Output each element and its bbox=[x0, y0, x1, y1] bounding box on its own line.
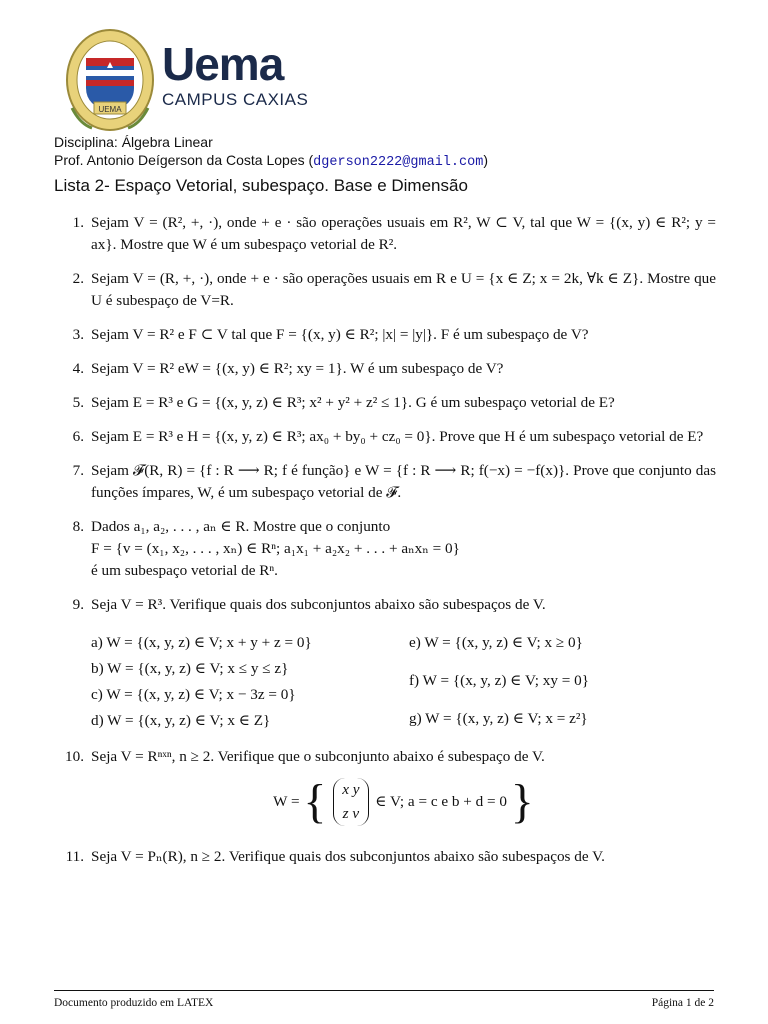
professor-suffix: ) bbox=[483, 152, 488, 168]
exercise-text: Sejam 𝓕(R, R) = {f : R ⟶ R; f é função} e W = {f : R ⟶ R; f(−x) = −f(x)}. Prove que conjunto das funções ímpares, W, é um subespaço vetorial de 𝓕. bbox=[91, 462, 716, 501]
subitem: e) W = {(x, y, z) ∈ V; x ≥ 0} bbox=[409, 634, 583, 651]
exercise-item bbox=[54, 516, 716, 582]
right-brace-icon: } bbox=[510, 775, 534, 828]
exercise-list bbox=[54, 212, 716, 880]
exercise-number: 7. bbox=[72, 462, 84, 479]
header bbox=[64, 28, 364, 140]
exercise-item bbox=[54, 594, 716, 734]
page-title: Lista 2- Espaço Vetorial, subespaço. Base e Dimensão bbox=[54, 176, 468, 195]
university-seal-icon bbox=[64, 28, 156, 136]
footer-divider bbox=[54, 990, 714, 991]
exercise-text: Seja V = Rⁿˣⁿ, n ≥ 2. Verifique que o subconjunto abaixo é subespaço de V. bbox=[91, 748, 545, 765]
exercise-text: Sejam E = R³ e G = {(x, y, z) ∈ R³; x² + y² + z² ≤ 1}. G é um subespaço vetorial de E? bbox=[91, 394, 615, 411]
exercise-item bbox=[54, 746, 716, 834]
exercise-item bbox=[54, 268, 716, 312]
exercise-number: 10. bbox=[65, 748, 84, 765]
exercise-number: 6. bbox=[72, 428, 84, 445]
exercise-text: Sejam V = R² e F ⊂ V tal que F = {(x, y) ∈ R²; |x| = |y|}. F é um subespaço de V? bbox=[91, 326, 589, 343]
matrix-equation bbox=[91, 775, 716, 834]
subitem: g) W = {(x, y, z) ∈ V; x = z²} bbox=[409, 710, 588, 727]
page-number: Página 1 de 2 bbox=[651, 997, 714, 1009]
exercise-number: 11. bbox=[65, 848, 84, 865]
brand-subtitle: CAMPUS CAXIAS bbox=[162, 90, 309, 109]
subitem-grid bbox=[91, 630, 716, 734]
subitem-column-left bbox=[91, 630, 381, 734]
professor-line bbox=[54, 151, 488, 172]
exercise-number: 4. bbox=[72, 360, 84, 377]
subitem: d) W = {(x, y, z) ∈ V; x ∈ Z} bbox=[91, 712, 271, 729]
exercise-number: 1. bbox=[72, 214, 84, 231]
matrix-row: z v bbox=[342, 805, 360, 822]
left-brace-icon: { bbox=[303, 775, 327, 828]
exercise-text: Sejam V = R² eW = {(x, y) ∈ R²; xy = 1}. W é um subespaço de V? bbox=[91, 360, 504, 377]
subitem: c) W = {(x, y, z) ∈ V; x − 3z = 0} bbox=[91, 686, 296, 703]
matrix-row: x y bbox=[342, 781, 360, 798]
exercise-item bbox=[54, 358, 716, 380]
professor-name: Prof. Antonio Deígerson da Costa Lopes ( bbox=[54, 152, 314, 168]
subitem: f) W = {(x, y, z) ∈ V; xy = 0} bbox=[409, 672, 590, 689]
svg-text:UEMA: UEMA bbox=[98, 105, 122, 114]
course-meta bbox=[54, 133, 488, 172]
exercise-item bbox=[54, 212, 716, 256]
matrix-condition: ∈ V; a = c e b + d = 0 bbox=[375, 793, 507, 810]
exercise-text: Sejam V = (R², +, ·), onde + e · são operações usuais em R², W ⊂ V, tal que W = {(x, y) ∈ R²; y = ax}. Mostre que W é um subespaço vetorial de R². bbox=[91, 214, 716, 253]
matrix bbox=[333, 778, 368, 826]
exercise-number: 2. bbox=[72, 270, 84, 287]
exercise-text: Seja V = R³. Verifique quais dos subconjuntos abaixo são subespaços de V. bbox=[91, 596, 546, 613]
exercise-item bbox=[54, 392, 716, 414]
exercise-text: Sejam V = (R, +, ·), onde + e · são operações usuais em R e U = {x ∈ Z; x = 2k, ∀k ∈ Z}. Mostre que U é subespaço de V=R. bbox=[91, 270, 716, 309]
exercise-item bbox=[54, 324, 716, 346]
exercise-number: 8. bbox=[72, 518, 84, 535]
exercise-number: 3. bbox=[72, 326, 84, 343]
exercise-text-after: é um subespaço vetorial de Rⁿ. bbox=[91, 562, 278, 579]
exercise-text: Dados a₁, a₂, . . . , aₙ ∈ R. Mostre que o conjunto bbox=[91, 518, 391, 535]
brand-name: Uema bbox=[162, 38, 284, 90]
brand bbox=[162, 40, 308, 110]
exercise-item bbox=[54, 460, 716, 504]
footer-credit: Documento produzido em LATEX bbox=[54, 997, 214, 1009]
matrix-prefix: W = bbox=[273, 793, 300, 810]
exercise-text: Seja V = Pₙ(R), n ≥ 2. Verifique quais dos subconjuntos abaixo são subespaços de V. bbox=[91, 848, 605, 865]
discipline: Disciplina: Álgebra Linear bbox=[54, 134, 213, 150]
subitem: a) W = {(x, y, z) ∈ V; x + y + z = 0} bbox=[91, 634, 312, 651]
email-link[interactable]: dgerson2222@gmail.com bbox=[313, 155, 484, 170]
subitem: b) W = {(x, y, z) ∈ V; x ≤ y ≤ z} bbox=[91, 660, 289, 677]
exercise-number: 5. bbox=[72, 394, 84, 411]
exercise-item bbox=[54, 846, 716, 868]
exercise-item bbox=[54, 426, 716, 448]
exercise-number: 9. bbox=[72, 596, 84, 613]
subitem-column-right bbox=[409, 630, 709, 734]
exercise-text: Sejam E = R³ e H = {(x, y, z) ∈ R³; ax₀ + by₀ + cz₀ = 0}. Prove que H é um subespaço vetorial de E? bbox=[91, 428, 704, 445]
display-equation: F = {v = (x₁, x₂, . . . , xₙ) ∈ Rⁿ; a₁x₁ + a₂x₂ + . . . + aₙxₙ = 0} bbox=[91, 540, 460, 557]
